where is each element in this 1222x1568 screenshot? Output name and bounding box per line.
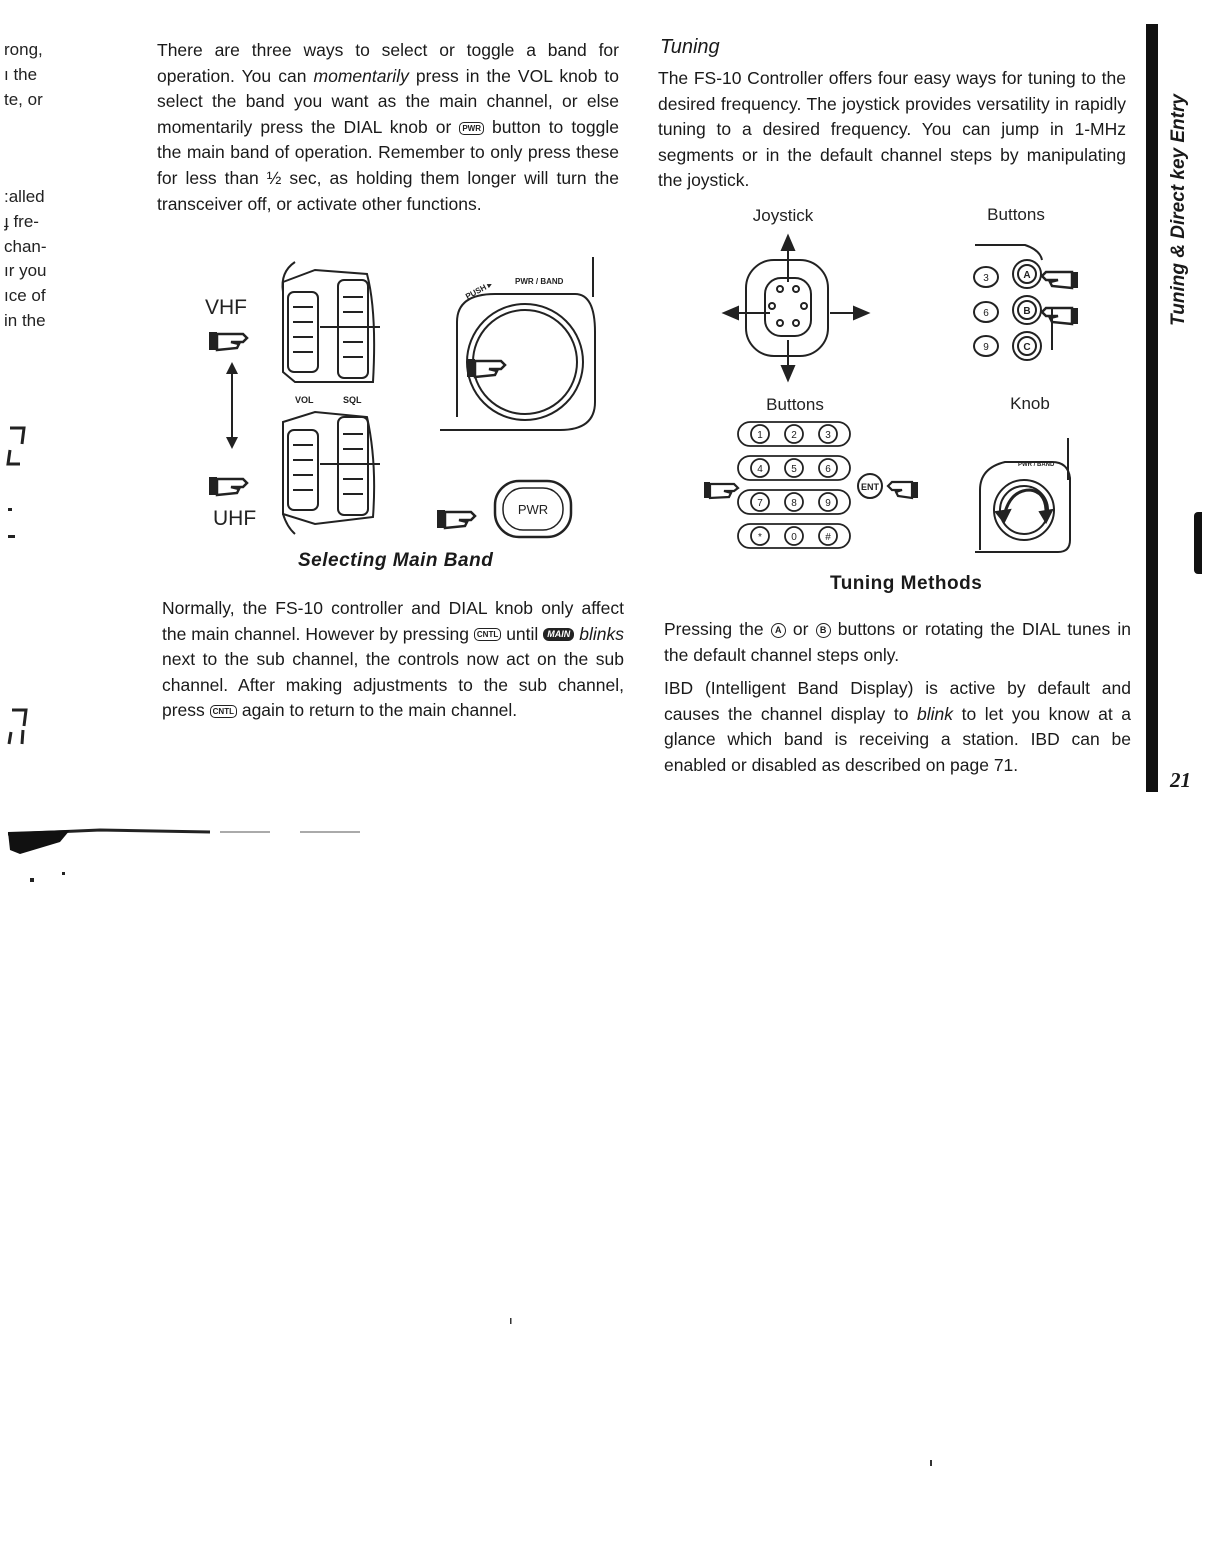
- selecting-main-band-caption: Selecting Main Band: [298, 550, 494, 571]
- tuning-methods-caption: Tuning Methods: [830, 573, 983, 594]
- keypad-key: *: [758, 532, 762, 543]
- margin-fragments-mid: [4, 185, 47, 334]
- pointing-hand-left-icon: [1042, 308, 1078, 324]
- dial-knob-icon: [975, 438, 1070, 552]
- vol-sql-knobs-bottom: [283, 412, 380, 534]
- selecting-main-band-figure: [195, 252, 615, 552]
- keypad-key: 1: [757, 430, 763, 441]
- vhf-label: VHF: [205, 296, 247, 319]
- b-button-icon: B: [816, 623, 831, 638]
- margin-fragment: ı the: [4, 64, 38, 84]
- keypad-key: 0: [791, 532, 797, 543]
- side-number: 6: [983, 308, 989, 319]
- margin-glyph-marks: [0, 420, 30, 760]
- side-tab-bar: [1146, 24, 1158, 792]
- keypad-key: #: [825, 532, 831, 543]
- pointing-hand-icon: [467, 359, 505, 377]
- uhf-label: UHF: [213, 507, 257, 530]
- tuning-heading: Tuning: [660, 36, 720, 58]
- up-down-arrow-icon: [226, 362, 238, 449]
- vol-sql-knobs-top: [283, 262, 381, 382]
- side-letter: C: [1023, 342, 1031, 353]
- pwr-key-icon: PWR: [459, 122, 484, 135]
- pointing-hand-left-icon: [1042, 272, 1078, 288]
- joystick-label: Joystick: [752, 206, 814, 225]
- pointing-hand-left-icon: [888, 482, 918, 498]
- side-letter: B: [1023, 306, 1031, 317]
- buttons-top-label: Buttons: [987, 205, 1045, 224]
- keypad-key: 7: [757, 498, 763, 509]
- a-button-icon: A: [771, 623, 786, 638]
- buttons-bottom-label: Buttons: [766, 395, 824, 414]
- right-edge-mark: [1194, 512, 1202, 574]
- side-tab-label: Tuning & Direct key Entry: [1168, 94, 1189, 326]
- margin-fragment: te, or: [4, 89, 43, 109]
- margin-fragment: ır you: [4, 261, 47, 281]
- margin-fragments-top: [4, 38, 43, 112]
- keypad-key: 3: [825, 430, 831, 441]
- ibd-text: IBD (Intelligent Band Display) is active by default and causes the channel display to blink to let you know at a glance which band is receiving a station. IBD can be enabled or disabled as described on page 71.: [664, 678, 1131, 775]
- page-number: 21: [1170, 768, 1191, 792]
- keypad-key: 4: [757, 464, 763, 475]
- sql-label: SQL: [343, 395, 362, 405]
- keypad-key: 2: [791, 430, 797, 441]
- ent-key-label: ENT: [861, 482, 879, 492]
- main-indicator-icon: MAIN: [543, 628, 574, 641]
- knob-label: Knob: [1010, 394, 1050, 413]
- ent-key-icon: [858, 474, 882, 498]
- cntl-key-icon: CNTL: [210, 705, 237, 718]
- pwr-button-icon: [495, 481, 571, 537]
- margin-fragment: in the: [4, 310, 46, 330]
- side-number: 3: [983, 273, 989, 284]
- pointing-hand-icon: [209, 332, 247, 350]
- pointing-hand-icon: [437, 510, 475, 528]
- keypad-key: 8: [791, 498, 797, 509]
- sub-channel-text: Normally, the FS-10 controller and DIAL knob only affect the main channel. However by pressing CNTL until MAIN blinks next to the sub channel, the controls now act on the sub channel. After making adjustments to the sub channel, press CNTL again to return to the main channel.: [162, 598, 624, 721]
- margin-fragment: rong,: [4, 40, 43, 59]
- sub-channel-paragraph: [162, 596, 624, 724]
- margin-fragment: chan-: [4, 236, 47, 256]
- ibd-paragraph: [664, 676, 1131, 778]
- cntl-key-icon: CNTL: [474, 628, 501, 641]
- tuning-intro-paragraph: The FS-10 Controller offers four easy ways for tuning to the desired frequency. The joystick provides versatility in rapidly tuning to a desired frequency. You can jump in 1-MHz segments or in the default channel steps by manipulating the joystick.: [658, 68, 1126, 191]
- vol-label: VOL: [295, 395, 314, 405]
- pwr-band-label: PWR / BAND: [515, 277, 564, 286]
- tuning-methods-figure: [690, 200, 1110, 570]
- ab-buttons-text: Pressing the A or B buttons or rotating the DIAL tunes in the default channel steps only.: [664, 619, 1131, 665]
- side-letter: A: [1023, 270, 1031, 281]
- knob-pwr-band-label: PWR / BAND: [1018, 462, 1055, 468]
- pointing-hand-icon: [209, 477, 247, 495]
- keypad-key: 5: [791, 464, 797, 475]
- push-label: PUSH ▸: [464, 279, 494, 302]
- margin-fragment: ıce of: [4, 286, 46, 306]
- ab-buttons-paragraph: [664, 617, 1131, 668]
- keypad-key: 6: [825, 464, 831, 475]
- pwr-button-label: PWR: [517, 502, 549, 517]
- margin-fragment: :alled: [4, 187, 45, 206]
- margin-fragment: ɟ fre-: [4, 211, 39, 231]
- keypad-key: 9: [825, 498, 831, 509]
- pointing-hand-icon: [704, 482, 738, 498]
- intro-paragraph: [157, 38, 619, 217]
- intro-text: There are three ways to select or toggle a band for operation. You can momentarily press in the VOL knob to select the band you want as the main channel, or else momentarily press the DIAL knob or PWR button to toggle the main band of operation. Remember to only press these for less than ½ sec, as holding them longer will turn the transceiver off, or activate other functions.: [157, 40, 620, 214]
- side-number: 9: [983, 342, 989, 353]
- scan-artifacts: [0, 820, 1222, 1568]
